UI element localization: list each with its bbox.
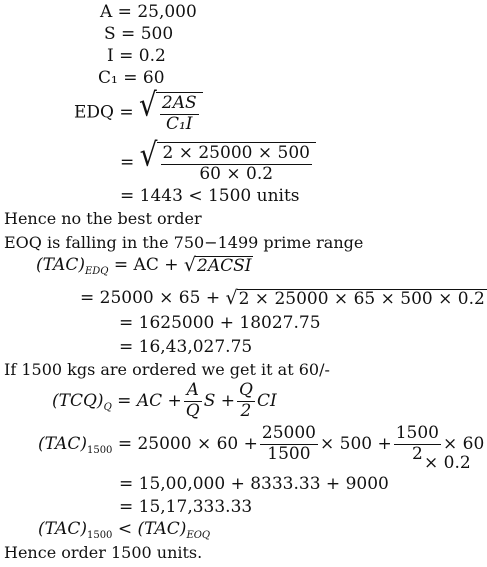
tac-edq-substitution-sqrt <box>225 289 486 308</box>
tcq-fraction-1-numerator: A <box>184 382 202 402</box>
hence-no-best-line <box>4 211 202 227</box>
tac1500-fraction-2-denominator: 2 <box>411 443 423 464</box>
tac-edq-radicand: 2ACSI <box>197 255 252 276</box>
edq-substitution-line <box>120 135 316 184</box>
tcq-fraction-2-numerator: Q <box>239 380 253 400</box>
edq-denominator: C₁I <box>165 113 193 134</box>
tcq-rhs-prefix: = AC + <box>117 390 182 411</box>
eoq-falling-text: EOQ is falling in the 750−1499 prime range <box>4 233 364 252</box>
comparison-operator-rhs: < (TAC) <box>117 519 187 539</box>
tcq-fraction-1 <box>184 382 202 421</box>
tcq-fraction-2-denominator: 2 <box>240 400 252 421</box>
edq-sqrt <box>139 85 203 134</box>
given-a-line <box>100 4 197 21</box>
tcq-fraction-1-denominator: Q <box>185 400 200 421</box>
tac1500-fraction-1-denominator: 1500 <box>267 443 311 464</box>
edq-substitution-sqrt <box>139 135 316 184</box>
eoq-falling-line <box>4 235 363 251</box>
given-a: A = 25,000 <box>100 2 197 22</box>
comparison-line <box>38 521 210 541</box>
edq-substitution-fraction <box>161 145 312 184</box>
given-s-line <box>104 26 173 43</box>
given-c1: C₁ = 60 <box>98 68 165 88</box>
given-i-line <box>107 48 166 65</box>
edq-result: = 1443 < 1500 units <box>120 186 300 206</box>
tac-edq-subscript: EDQ <box>84 266 109 277</box>
tac1500-wrap-line <box>424 455 471 472</box>
edq-substitution-numerator: 2 × 25000 × 500 <box>162 143 310 163</box>
edq-lhs: EDQ = <box>74 102 134 123</box>
if-ordered-text: If 1500 kgs are ordered we get it at 60/- <box>4 360 330 379</box>
tac1500-fraction-1-numerator: 25000 <box>261 423 316 443</box>
tac-edq-step3-line <box>119 315 321 332</box>
tac1500-tail: × 60 <box>443 433 485 454</box>
tac-edq-step3: = 1625000 + 18027.75 <box>119 313 321 333</box>
tac1500-middle: × 500 + <box>319 433 392 454</box>
radical-sign: √ <box>225 287 238 309</box>
if-ordered-line <box>4 362 330 378</box>
comparison-lhs-subscript: 1500 <box>86 530 113 541</box>
tac-edq-substitution-line <box>80 289 487 308</box>
equals-sign: = <box>120 152 135 173</box>
radical-sign: √ <box>183 254 196 276</box>
tac1500-wrap: × 0.2 <box>424 453 471 473</box>
tcq-lhs: (TCQ) <box>52 390 104 411</box>
comparison-lhs: (TAC) <box>38 519 87 539</box>
hence-order-line <box>4 545 202 561</box>
tcq-formula-line <box>52 382 277 421</box>
tac-edq-substitution-prefix: = 25000 × 65 + <box>80 288 221 308</box>
tcq-tail: CI <box>256 390 277 411</box>
tac-edq-lhs: (TAC) <box>36 255 85 275</box>
hence-order-text: Hence order 1500 units. <box>4 543 203 562</box>
given-s: S = 500 <box>104 24 174 44</box>
tac1500-step3-line <box>119 499 252 516</box>
hence-no-best-text: Hence no the best order <box>4 209 202 228</box>
tcq-subscript: Q <box>103 401 112 413</box>
comparison-rhs-subscript: EOQ <box>186 530 211 541</box>
tac1500-fraction-2-numerator: 1500 <box>395 423 439 443</box>
radical-sign: √ <box>139 135 158 174</box>
tac1500-prefix: = 25000 × 60 + <box>117 433 258 454</box>
tac1500-step2: = 15,00,000 + 8333.33 + 9000 <box>119 474 389 494</box>
tac-edq-rhs-prefix: = AC + <box>113 255 179 275</box>
edq-result-line <box>120 188 300 205</box>
tac1500-subscript: 1500 <box>86 444 113 456</box>
tac1500-lhs: (TAC) <box>38 433 87 454</box>
edq-fraction <box>160 95 199 134</box>
tcq-fraction-2 <box>237 382 255 421</box>
tac-edq-substitution-radicand: 2 × 25000 × 65 × 500 × 0.2 <box>238 288 485 309</box>
tac1500-fraction-1 <box>260 425 318 464</box>
tac-edq-formula-line <box>36 256 253 277</box>
edq-numerator: 2AS <box>161 93 197 113</box>
tac1500-step3: = 15,17,333.33 <box>119 497 253 517</box>
radical-sign: √ <box>139 85 157 124</box>
tac1500-step2-line <box>119 476 389 493</box>
edq-substitution-denominator: 60 × 0.2 <box>199 163 274 184</box>
tac1500-formula-line <box>38 425 484 464</box>
tac-edq-sqrt <box>184 256 254 275</box>
tcq-middle: S + <box>203 390 235 411</box>
given-i: I = 0.2 <box>107 46 166 66</box>
tac-edq-step4-line <box>119 339 252 356</box>
edq-formula-line <box>74 85 203 134</box>
tac-edq-step4: = 16,43,027.75 <box>119 337 253 357</box>
